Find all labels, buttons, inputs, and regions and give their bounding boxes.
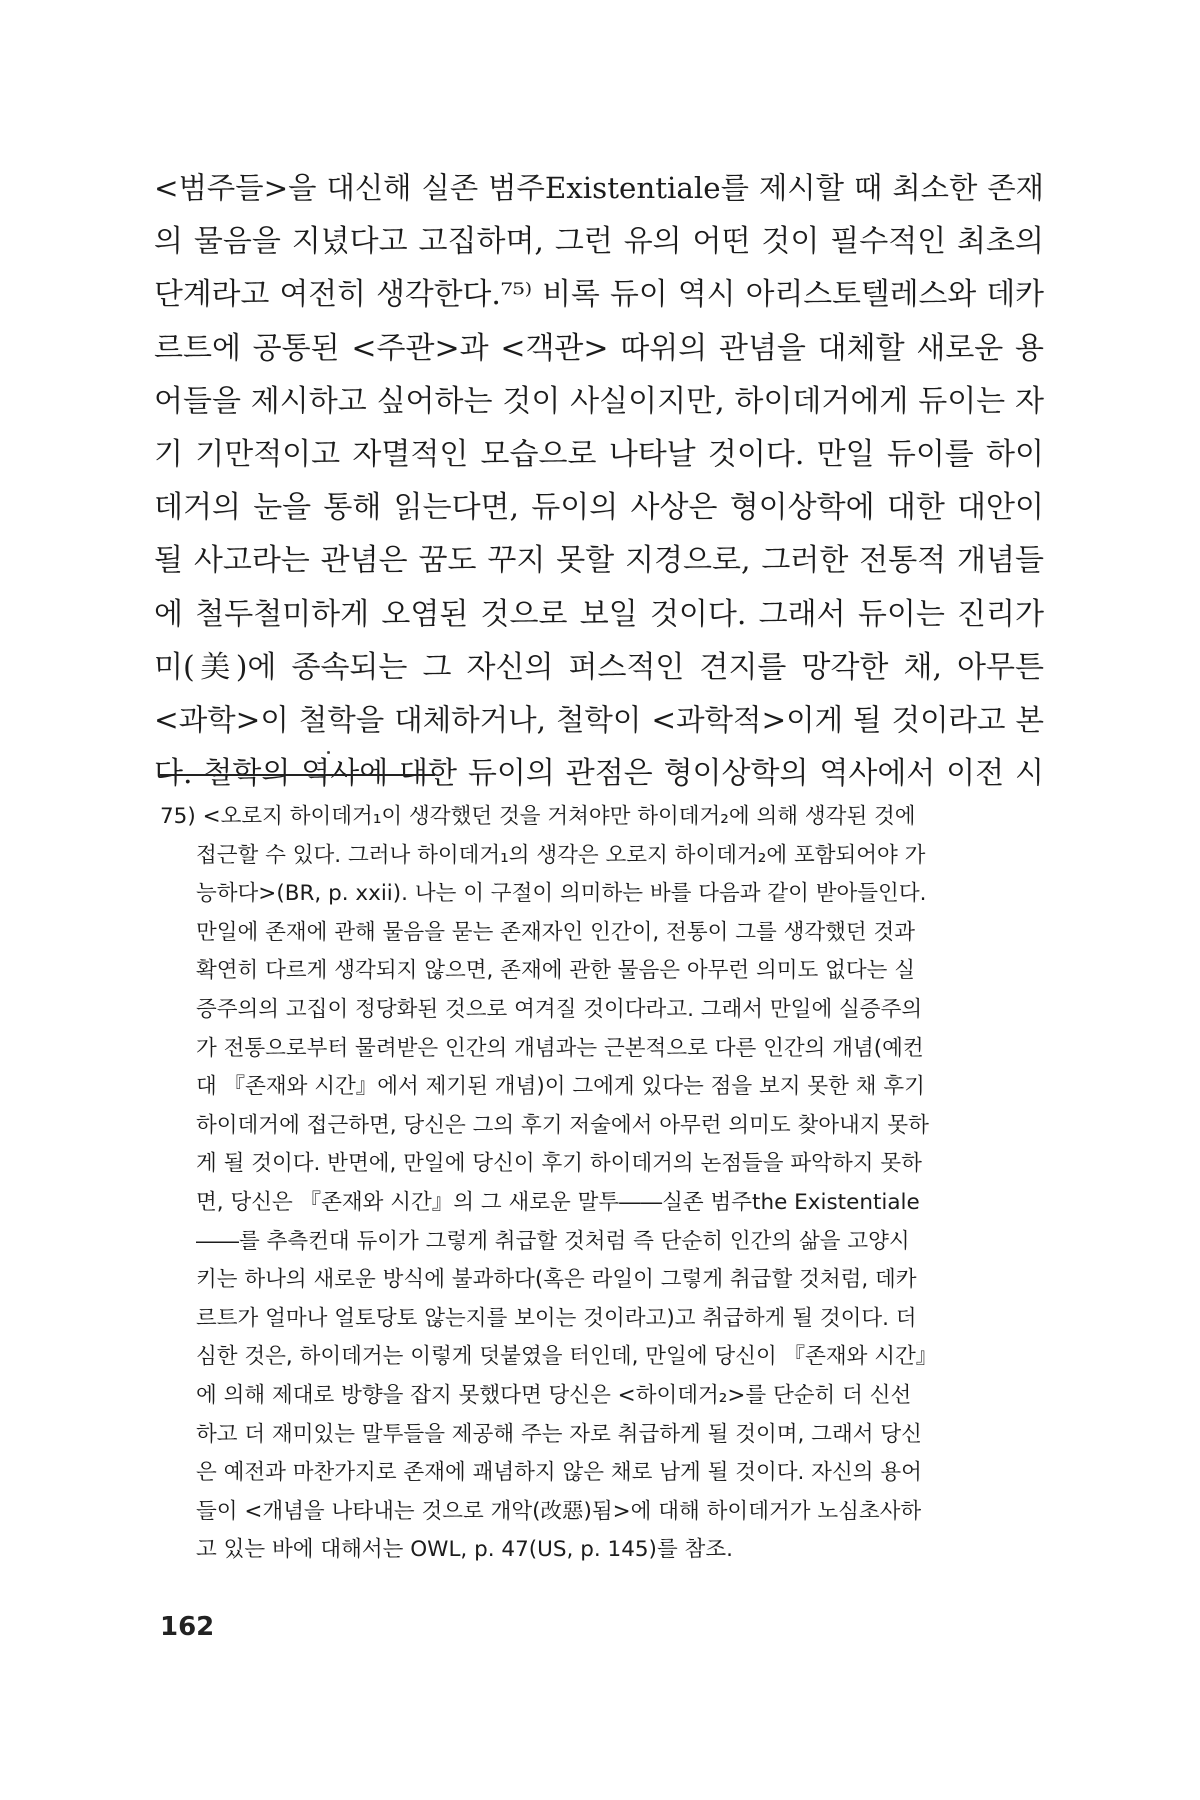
body-paragraph bbox=[154, 162, 1044, 800]
body-line: 미(美)에 종속되는 그 자신의 퍼스적인 견지를 망각한 채, 아무튼 bbox=[154, 649, 1044, 685]
stray-dot bbox=[327, 751, 330, 754]
footnote-line: 접근할 수 있다. 그러나 하이데거₁의 생각은 오로지 하이데거₂에 포함되어야 가 bbox=[196, 842, 926, 868]
footnote-line: 능하다>(BR, p. xxii). 나는 이 구절이 의미하는 바를 다음과 같이 받아들인다. bbox=[196, 881, 927, 907]
body-line: 르트에 공통된 <주관>과 <객관> 따위의 관념을 대체할 새로운 용 bbox=[154, 330, 1044, 366]
footnote-75 bbox=[160, 798, 1010, 1570]
footnote-line: 확연히 다르게 생각되지 않으면, 존재에 관한 물음은 아무런 의미도 없다는 실 bbox=[196, 958, 916, 984]
footnote-line: 하이데거에 접근하면, 당신은 그의 후기 저술에서 아무런 의미도 찾아내지 못하 bbox=[196, 1112, 929, 1138]
body-line: 에 철두철미하게 오염된 것으로 보일 것이다. 그래서 듀이는 진리가 bbox=[154, 596, 1044, 632]
footnote-line: 키는 하나의 새로운 방식에 불과하다(혹은 라일이 그렇게 취급할 것처럼, 데카 bbox=[196, 1267, 917, 1293]
body-line: 될 사고라는 관념은 꿈도 꾸지 못할 지경으로, 그러한 전통적 개념들 bbox=[154, 543, 1044, 579]
body-line: <범주들>을 대신해 실존 범주Existentiale를 제시할 때 최소한 존재 bbox=[154, 171, 1044, 205]
footnote-line: 들이 <개념을 나타내는 것으로 개악(改惡)됨>에 대해 하이데거가 노심초사하 bbox=[196, 1498, 922, 1524]
footnote-line: ――를 추측컨대 듀이가 그렇게 취급할 것처럼 즉 단순히 인간의 삶을 고양시 bbox=[196, 1228, 910, 1254]
footnote-line: 은 예전과 마찬가지로 존재에 괘념하지 않은 채로 남게 될 것이다. 자신의 용어 bbox=[196, 1460, 922, 1486]
footnote-line: 증주의의 고집이 정당화된 것으로 여겨질 것이다라고. 그래서 만일에 실증주의 bbox=[196, 996, 923, 1022]
footnote-line: 가 전통으로부터 물려받은 인간의 개념과는 근본적으로 다른 인간의 개념(예컨 bbox=[196, 1035, 924, 1061]
page-number: 162 bbox=[160, 1612, 215, 1642]
footnote-line: 75) <오로지 하이데거₁이 생각했던 것을 거쳐야만 하이데거₂에 의해 생각된 것에 bbox=[160, 804, 916, 829]
footnote-line: 르트가 얼마나 얼토당토 않는지를 보이는 것이라고)고 취급하게 될 것이다. 더 bbox=[196, 1305, 917, 1331]
footnote-line: 고 있는 바에 대해서는 OWL, p. 47(US, p. 145)를 참조. bbox=[196, 1537, 733, 1563]
body-line: 의 물음을 지녔다고 고집하며, 그런 유의 어떤 것이 필수적인 최초의 bbox=[154, 224, 1044, 260]
body-line: 다. 철학의 역사에 대한 듀이의 관점은 형이상학의 역사에서 이전 시 bbox=[154, 756, 1044, 792]
footnote-divider bbox=[160, 774, 435, 776]
footnote-line: 심한 것은, 하이데거는 이렇게 덧붙였을 터인데, 만일에 당신이 『존재와 시간』 bbox=[196, 1344, 938, 1370]
body-line: 데거의 눈을 통해 읽는다면, 듀이의 사상은 형이상학에 대한 대안이 bbox=[154, 490, 1044, 526]
footnote-line: 하고 더 재미있는 말투들을 제공해 주는 자로 취급하게 될 것이며, 그래서 당신 bbox=[196, 1421, 922, 1447]
footnote-line: 게 될 것이다. 반면에, 만일에 당신이 후기 하이데거의 논점들을 파악하지 못하 bbox=[196, 1151, 922, 1177]
body-line: 기 기만적이고 자멸적인 모습으로 나타날 것이다. 만일 듀이를 하이 bbox=[154, 436, 1044, 472]
body-line: 단계라고 여전히 생각한다.⁷⁵⁾ 비록 듀이 역시 아리스토텔레스와 데카 bbox=[154, 277, 1044, 313]
footnote-line: 대 『존재와 시간』에서 제기된 개념)이 그에게 있다는 점을 보지 못한 채 후기 bbox=[196, 1074, 925, 1100]
footnote-line: 만일에 존재에 관해 물음을 묻는 존재자인 인간이, 전통이 그를 생각했던 것과 bbox=[196, 919, 916, 945]
body-line: 어들을 제시하고 싶어하는 것이 사실이지만, 하이데거에게 듀이는 자 bbox=[154, 383, 1044, 419]
body-line: <과학>이 철학을 대체하거나, 철학이 <과학적>이게 될 것이라고 본 bbox=[154, 702, 1044, 737]
footnote-line: 에 의해 제대로 방향을 잡지 못했다면 당신은 <하이데거₂>를 단순히 더 신선 bbox=[196, 1382, 912, 1408]
footnote-line: 면, 당신은 『존재와 시간』의 그 새로운 말투――실존 범주the Existentiale bbox=[196, 1189, 920, 1215]
